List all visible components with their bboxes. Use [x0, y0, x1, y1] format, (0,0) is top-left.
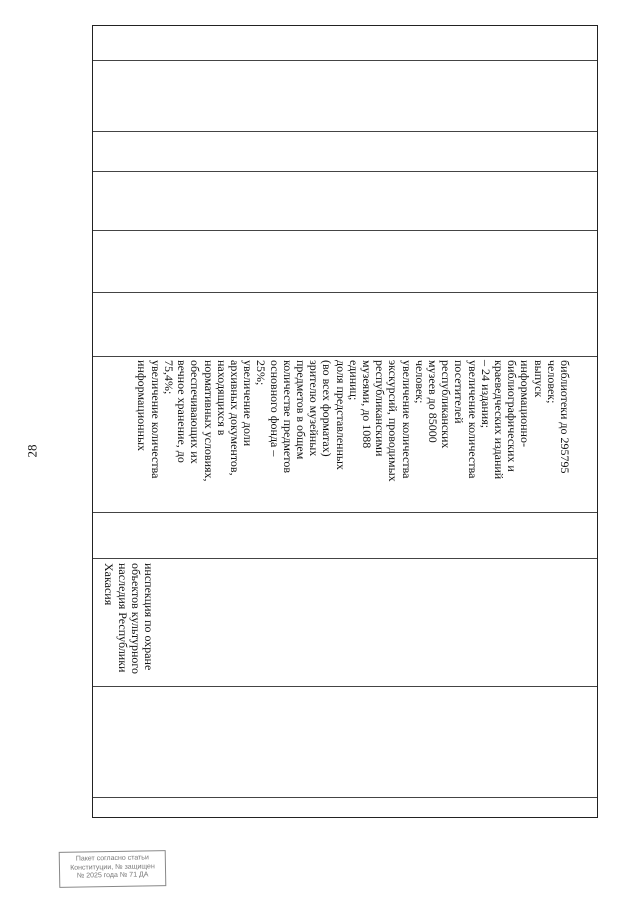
cell-organization	[102, 563, 155, 681]
cell-line: выпуск	[531, 360, 546, 398]
cell-line: инспекция по охране	[142, 563, 156, 671]
cell-line: вечное хранение, до	[175, 360, 190, 463]
cell-line: посетителей	[452, 360, 467, 424]
table-divider	[93, 558, 597, 559]
cell-line: человек;	[412, 360, 427, 404]
cell-line: количестве предметов	[280, 360, 295, 473]
table-divider	[93, 171, 597, 172]
cell-line: музеями, до 1088	[359, 360, 374, 449]
cell-line: музеев до 85000	[425, 360, 440, 443]
cell-line: единиц;	[346, 360, 361, 401]
cell-line: библиографических и	[505, 360, 520, 472]
table-divider	[93, 512, 597, 513]
cell-line: информационных	[135, 360, 150, 452]
table-divider	[93, 292, 597, 293]
cell-line: республиканскими	[373, 360, 388, 457]
stamp-line: № 2025 года № 71 ДА	[76, 871, 149, 880]
cell-line: Хакасия	[102, 563, 117, 606]
cell-line: краеведческих изданий	[491, 360, 506, 480]
cell-line: зрителю музейных	[307, 360, 322, 457]
certification-stamp	[59, 850, 167, 888]
cell-line: объектов культурного	[128, 563, 143, 675]
page-number: 28	[24, 444, 40, 458]
cell-indicators	[135, 360, 571, 510]
cell-line: 75,4%;	[161, 360, 176, 395]
cell-line: предметов в общем	[293, 360, 308, 460]
cell-line: человек;	[544, 360, 559, 404]
cell-line: архивных документов,	[227, 360, 242, 476]
data-table	[92, 25, 598, 818]
cell-line: увеличение количества	[399, 360, 414, 479]
cell-line: экскурсий, проводимых	[386, 360, 401, 482]
cell-line: (во всех форматах)	[320, 360, 335, 457]
table-divider	[93, 686, 597, 687]
table-divider	[93, 60, 597, 61]
cell-line: увеличение количества	[148, 360, 163, 479]
cell-line: – 24 издания;	[478, 360, 493, 429]
cell-line: республиканских	[439, 360, 454, 449]
cell-line: доля представленных	[333, 360, 348, 470]
stamp-line: Пакет согласно статьи	[75, 854, 149, 863]
cell-line: нормативных условиях,	[201, 360, 216, 482]
cell-line: основного фонда –	[267, 360, 282, 457]
cell-line: наследия Республики	[115, 563, 130, 673]
cell-line: находящихся в	[214, 360, 229, 436]
cell-line: информационно-	[518, 360, 533, 447]
cell-line: обеспечивающих их	[188, 360, 203, 464]
table-divider	[93, 131, 597, 132]
table-divider	[93, 797, 597, 798]
table-divider	[93, 356, 597, 357]
cell-line: 25%;	[254, 360, 269, 386]
cell-line: увеличение количества	[465, 360, 480, 479]
table-divider	[93, 230, 597, 231]
cell-line: увеличение доли	[241, 360, 256, 447]
stamp-line: Конституции, № защищен	[70, 862, 155, 872]
cell-line: библиотеки до 295795	[558, 360, 572, 474]
